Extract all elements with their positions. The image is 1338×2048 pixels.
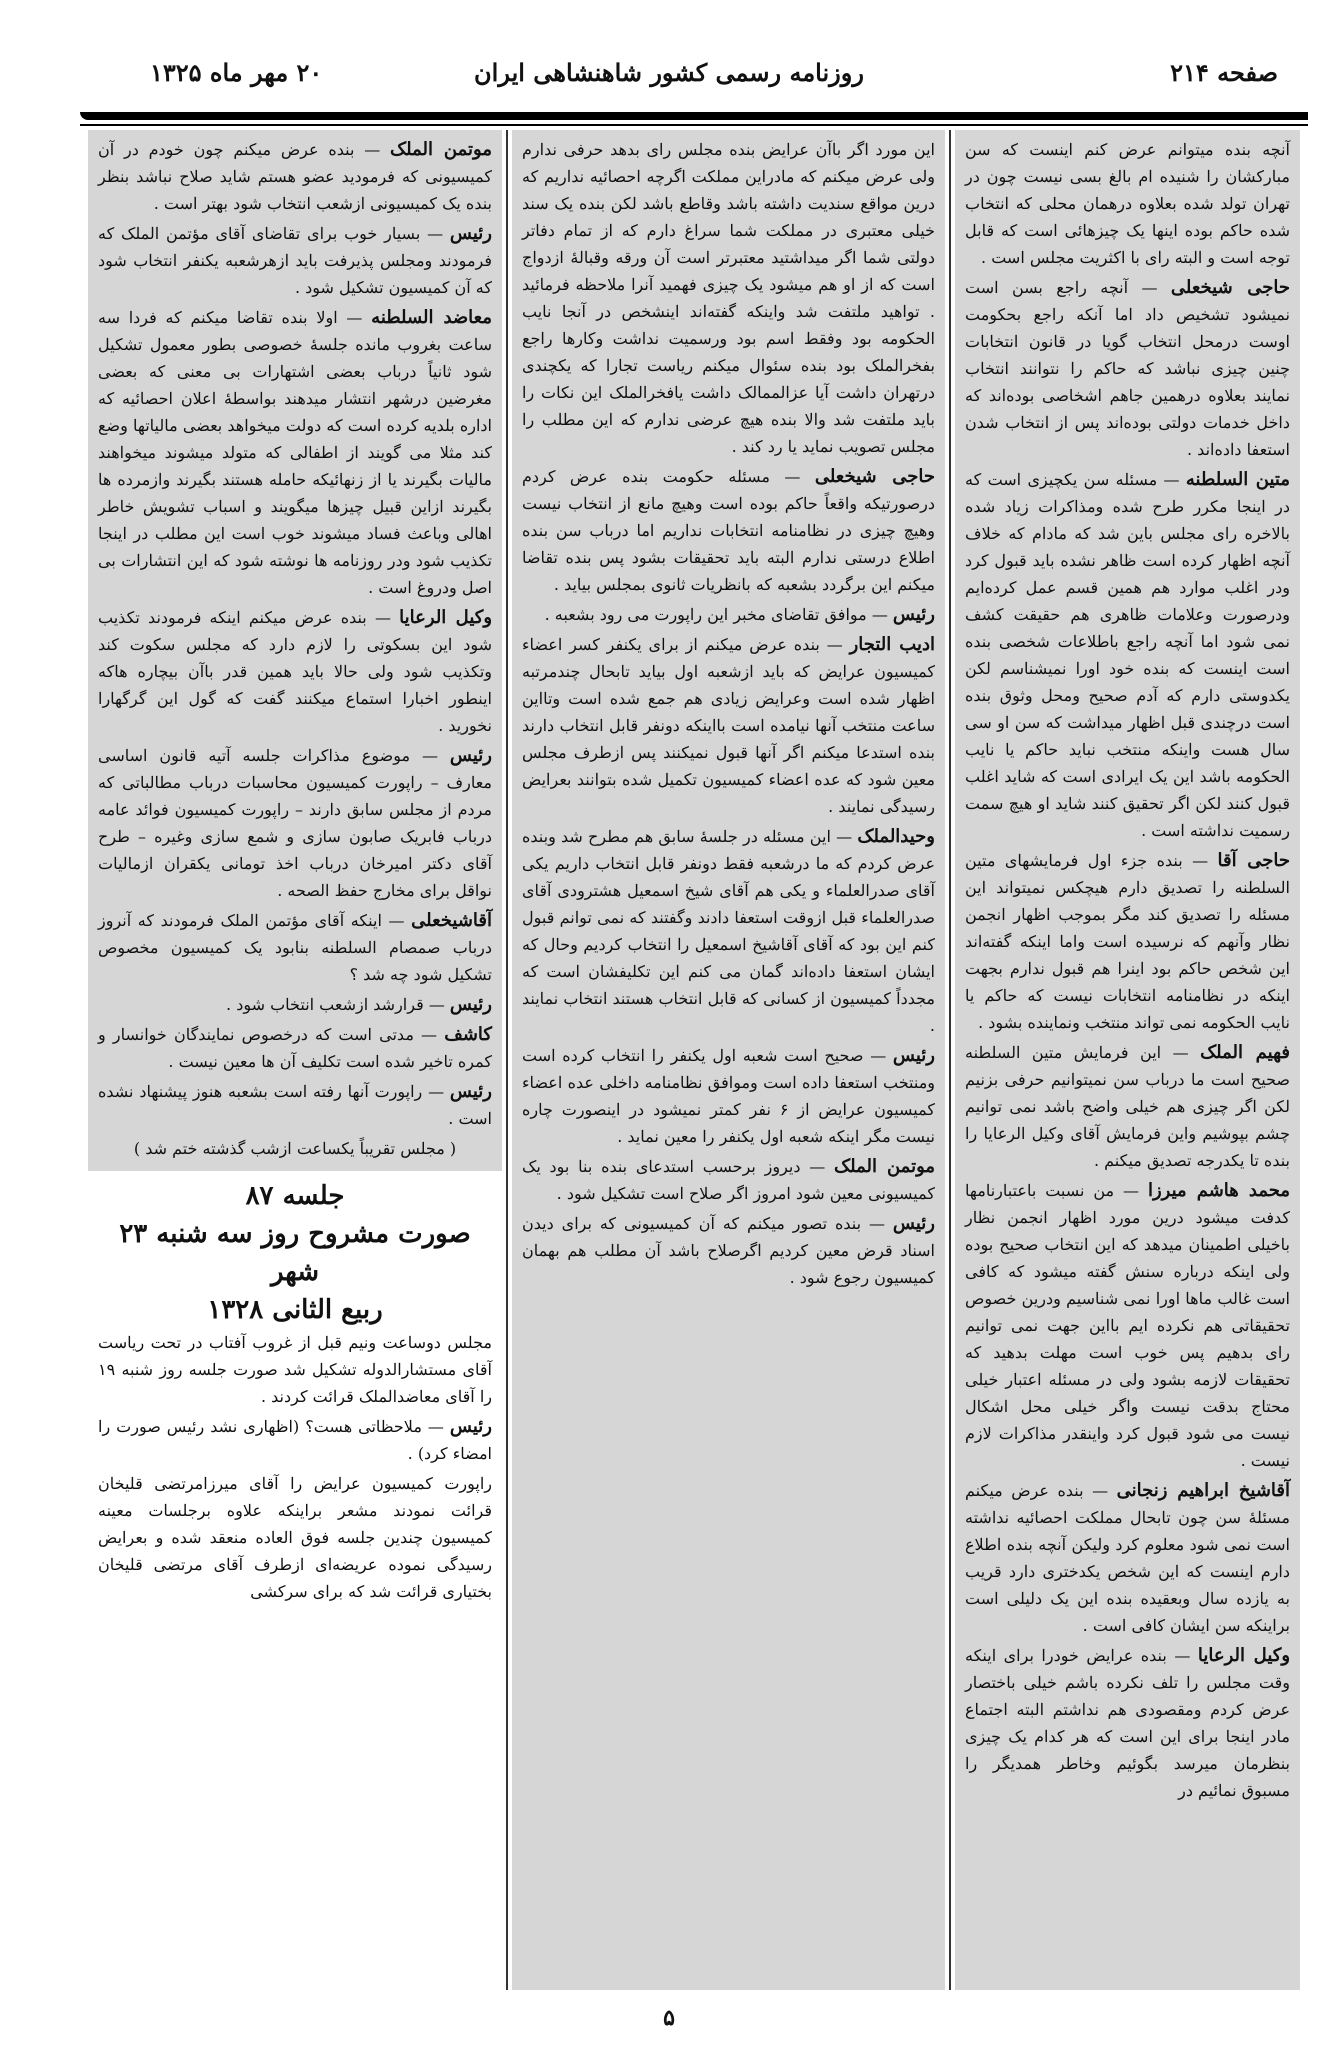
speech-paragraph bbox=[965, 1039, 1290, 1174]
column-middle bbox=[512, 130, 945, 1990]
page-number: ۵ bbox=[663, 2005, 675, 2031]
header-rule-thin bbox=[80, 124, 1308, 126]
dash-separator: — bbox=[866, 605, 893, 624]
session-number: جلسه ۸۷ bbox=[245, 1181, 345, 1211]
dash-separator: — bbox=[863, 1046, 893, 1065]
speech-paragraph bbox=[522, 823, 935, 1039]
speech-text: بنده عرض میکنم اینکه فرمودند تکذیب شود این بسکوتی را لازم دارد که مجلس سکوت کند وتکذیب شود ولی حالا باید همین قدر باآن بیچاره هاکه اینطور اخبارا استماع میکنند گفت که گول این گرگهارا نخورید . bbox=[98, 608, 492, 735]
speaker-name: آقاشیخ ابراهیم زنجانی bbox=[1116, 1480, 1291, 1501]
speaker-name: رئیس bbox=[892, 1045, 936, 1066]
speech-paragraph bbox=[965, 1477, 1290, 1639]
speech-paragraph bbox=[522, 1042, 935, 1150]
dash-separator: — bbox=[861, 1214, 893, 1233]
dash-separator: — bbox=[1182, 851, 1218, 870]
speaker-name: حاجی شیخعلی bbox=[814, 466, 936, 487]
dash-separator: — bbox=[1128, 278, 1171, 297]
speaker-name: رئیس bbox=[892, 604, 935, 625]
speech-text: مسئله حکومت بنده عرض کردم درصورتیکه واقعاً حاکم بوده است وهیچ مانع از انتخاب نیست وهیچ چیزی در نظامنامه انتخابات نداریم اما درباب سن بنده اطلاع درستی ندارم البته باید تحقیقات بشود پس بنده تقاضا میکنم این برگردد بشعبه که بانظریات ثانوی بمجلس بیاید . bbox=[522, 467, 935, 594]
session-date: ربیع الثانی ۱۳۲۸ bbox=[207, 1295, 383, 1325]
newspaper-title: روزنامه رسمی کشور شاهنشاهی ایران bbox=[474, 58, 864, 87]
closing-note: ( مجلس تقریباً یکساعت ازشب گذشته ختم شد ) bbox=[133, 1139, 457, 1158]
speech-paragraph bbox=[965, 466, 1290, 844]
speaker-name: رئیس bbox=[449, 745, 492, 766]
speech-paragraph bbox=[965, 274, 1290, 463]
speech-text: مجلس دوساعت ونیم قبل از غروب آفتاب در تحت ریاست آقای مستشارالدوله تشکیل شد صورت جلسه روز شنبه ۱۹ را آقای معاضدالملک قرائت کردند . bbox=[98, 1333, 492, 1406]
page-label: صفحه ۲۱۴ bbox=[1170, 58, 1278, 87]
speech-paragraph bbox=[98, 1021, 492, 1075]
speech-paragraph bbox=[98, 1329, 492, 1410]
speech-text: مدتی است که درخصوص نمایندگان خوانسار و کمره تاخیر شده است تکلیف آن ها معین نیست . bbox=[98, 1025, 492, 1071]
speaker-name: حاجی آقا bbox=[1217, 850, 1290, 871]
speech-text: موافق تقاضای مخبر این راپورت می رود بشعبه . bbox=[544, 605, 867, 624]
speech-paragraph bbox=[522, 1153, 935, 1207]
column-left-wrapper bbox=[88, 130, 502, 1608]
speaker-name: محمد هاشم میرزا bbox=[1147, 1180, 1290, 1201]
header-rule bbox=[80, 112, 1308, 120]
speech-paragraph bbox=[98, 907, 492, 988]
dash-separator: — bbox=[1157, 470, 1186, 489]
column-right bbox=[955, 130, 1300, 1990]
speaker-name: کاشف bbox=[444, 1024, 492, 1045]
speech-paragraph bbox=[98, 1413, 492, 1467]
dash-separator: — bbox=[410, 746, 450, 765]
session-body bbox=[98, 1329, 492, 1605]
speech-text: اولا بنده تقاضا میکنم که فردا سه ساعت بغروب مانده جلسهٔ خصوصی بطور معمول تشکیل شود ثانیاً درباب بعضی اشتهارات بی معنی که بعضی مغرضین درشهر انتشار میدهند بواسطهٔ اعلان احصائیه که اداره بلدیه کرده است که دولت میخواهد بعضی مالیاتها وضع کند مثلا می گویند از اطفالی که متولد میشوند میخواهند مالیات بگیرند یا از زنهائیکه حامله هستند بگیرند وازمرده ها بگیرند ازاین قبیل چیزها میگویند و اسباب تشویش خاطر اهالی وباعث فساد میشوند خوب است این مطلب در اینجا تکذیب شود ودر روزنامه ها نوشته شود که این انتشارات بی اصل ودروغ است . bbox=[98, 308, 492, 597]
speaker-name: وکیل الرعایا bbox=[399, 607, 493, 628]
dash-separator: — bbox=[423, 995, 450, 1014]
session-section bbox=[88, 1171, 502, 1605]
speech-text: این فرمایش متین السلطنه صحیح است ما درباب سن نمیتوانیم حرفی بزنیم لکن اگر چیزی هم خیلی واضح باشد نمی توانیم چشم بپوشیم واین فرمایش آقای وکیل الرعایا را بنده تا یکدرجه تصدیق میکنم . bbox=[965, 1043, 1290, 1170]
speech-text: موضوع مذاکرات جلسه آتیه قانون اساسی معارف – راپورت کمیسیون محاسبات درباب مطالباتی که مردم از مجلس سابق دارند – راپورت کمیسیون فوائد عامه درباب فابریک صابون سازی و شمع سازی وغیره – طرح آقای دکتر امیرخان درباب اخذ تومانی یکقران ازمالیات نواقل برای مخارج حفظ الصحه . bbox=[98, 746, 492, 900]
dash-separator: — bbox=[381, 911, 412, 930]
speech-paragraph bbox=[965, 1177, 1290, 1474]
speech-paragraph bbox=[522, 1210, 935, 1291]
dash-separator: — bbox=[830, 827, 858, 846]
speaker-name: موتمن الملک bbox=[390, 139, 492, 160]
speech-text: راپورت آنها رفته است بشعبه هنوز پیشنهاد نشده است . bbox=[98, 1082, 492, 1128]
speech-text: دیروز برحسب استدعای بنده بنا بود یک کمیسیونی معین شود امروز اگر صلاح است تشکیل شود . bbox=[522, 1157, 935, 1203]
speech-text: صحیح است شعبه اول یکنفر را انتخاب کرده است ومنتخب استعفا داده است وموافق نظامنامه داخلی عده اعضاء کمیسیون عرایض از ۶ نفر کمتر نمیشود در اینصورت چاره نیست مگر اینکه شعبه اول یکنفر را معین نماید . bbox=[522, 1046, 935, 1146]
speech-text: این مورد اگر باآن عرایض بنده مجلس رای بدهد حرفی ندارم ولی عرض میکنم که مادراین مملکت اگرچه احصائیه نداریم که درین مواقع سندیت داشته باشد وقاطع باشد لکن بنده یک سند خیلی معتبری در مملکت شما سراغ دارم که از تمام دفاتر دولتی شما اگر میداشتید معتبرتر است آن ورقه وقبالهٔ ازدواج است که از او هم میشود یک چیزی فهمید آنرا ملاحظه فرمائید . تواهید ملتفت شد واینکه گفته‌اند اینشخص در آنجا نایب الحکومه بود وفقط اسم بود ورسمیت نداشت وکارها راجع بفخرالملک بود بنده سئوال میکنم ریاست تجارا که یکچندی درتهران داشت آیا عزالممالک داشت یافخرالملک این نکات را باید ملتفت شد والا بنده هیچ عرضی ندارم که این مطلب را مجلس تصویب نماید یا رد کند . bbox=[522, 140, 935, 456]
speech-text: قرارشد ازشعب انتخاب شود . bbox=[226, 995, 424, 1014]
speech-paragraph bbox=[98, 220, 492, 301]
speaker-name: آقاشیخعلی bbox=[411, 910, 493, 931]
dash-separator: — bbox=[1166, 1646, 1198, 1665]
dash-separator: — bbox=[819, 635, 850, 654]
column-divider bbox=[949, 130, 951, 1990]
dash-separator: — bbox=[1083, 1481, 1117, 1500]
speaker-name: موتمن الملک bbox=[834, 1156, 936, 1177]
speech-text: بسیار خوب برای تقاضای آقای مؤتمن الملک که فرمودند ومجلس پذیرفت باید ازهرشعبه یکنفر انتخاب شود که آن کمیسیون تشکیل شود . bbox=[98, 224, 492, 297]
dash-separator: — bbox=[337, 308, 372, 327]
speech-paragraph bbox=[965, 847, 1290, 1036]
speaker-name: حاجی شیخعلی bbox=[1170, 277, 1290, 298]
speaker-name: فهیم الملک bbox=[1200, 1042, 1290, 1063]
speech-text: راپورت کمیسیون عرایض را آقای میرزامرتضی قلیخان قرائت نمودند مشعر براینکه علاوه برجلسات معینه کمیسیون چندین جلسه فوق العاده منعقد شده و بعرایض رسیدگی نموده عریضه‌ای ازطرف آقای مرتضی قلیخان بختیاری قرائت شد که برای سرکشی bbox=[98, 1474, 492, 1601]
speaker-name: رئیس bbox=[449, 1081, 492, 1102]
speaker-name: ادیب التجار bbox=[849, 634, 936, 655]
speech-paragraph bbox=[965, 1642, 1290, 1804]
speech-text: اینکه آقای مؤتمن الملک فرمودند که آنروز درباب صمصام السلطنه بنابود یک کمیسیون مخصوص تشکیل شود چه شد ؟ bbox=[98, 911, 492, 984]
dash-separator: — bbox=[1114, 1181, 1148, 1200]
dash-separator: — bbox=[413, 1025, 445, 1044]
dash-separator: — bbox=[421, 1417, 450, 1436]
speech-text: من نسبت باعتبارنامها کدفت میشود درین مورد اظهار انجمن نظار باخیلی اطمینان میدهد که این انتخاب صحیح بوده ولی اینکه درباره سنش گفته میشود که کافی است غالب ماها اورا نمی شناسیم ودرین خصوص تحقیقاتی هم نکرده ایم بااین جهت نمی توانیم رای بدهیم پس خوب است مهلت بدهید که تحقیقات لازمه بشود ولی در مسئله اعتبار خیلی محتاج بدقت نیست واگر خیلی محل اشکال نیست می شود قبول کرد واینقدر مذاکرات لازم نیست . bbox=[965, 1181, 1290, 1470]
speech-text: بنده عرض میکنم مسئلهٔ سن چون تابحال مملکت احصائیه نداشته است نمی شود معلوم کرد ولیکن آنچه بنده اطلاع دارم اینست که این شخص یکدختری دارد قریب به یازده سال وبعقیده بنده این یک دلیلی است براینکه سن ایشان کافی است . bbox=[965, 1481, 1290, 1635]
speech-text: بنده تصور میکنم که آن کمیسیونی که برای دیدن اسناد قرض معین کردیم اگرصلاح باشد آن مطلب هم بهمان کمیسیون رجوع شود . bbox=[522, 1214, 935, 1287]
speaker-name: وکیل الرعایا bbox=[1197, 1645, 1291, 1666]
speech-text: آنچه راجع بسن است نمیشود تشخیص داد اما آنکه راجع بحکومت اوست درمحل انتخاب گویا در قانون انتخابات چنین چیزی نباشد که حاکم را نتوانند انتخاب نمایند بعلاوه درهمین جاهم اشخاصی بوده‌اند که داخل خدمات دولتی بوده‌اند پس از انتخاب شدن استعفا داده‌اند . bbox=[965, 278, 1290, 459]
speech-text: آنچه بنده میتوانم عرض کنم اینست که سن مبارکشان را شنیده ام بالغ بسی نیست چون در تهران تولد شده بعلاوه درهمان محلی که انتخاب شده حاکم بوده اینها یک چیزهائی است که قابل توجه است و البته رای با اکثریت مجلس است . bbox=[965, 140, 1290, 267]
speech-paragraph bbox=[522, 463, 935, 598]
speech-paragraph bbox=[522, 136, 935, 460]
speech-paragraph bbox=[522, 601, 935, 628]
speaker-name: وحیدالملک bbox=[857, 826, 936, 847]
dash-separator: — bbox=[1161, 1043, 1201, 1062]
dash-separator: — bbox=[800, 1157, 835, 1176]
speaker-name: رئیس bbox=[449, 223, 493, 244]
speech-paragraph bbox=[98, 304, 492, 601]
column-divider bbox=[506, 130, 508, 1990]
speech-paragraph bbox=[98, 1470, 492, 1605]
speech-text: ملاحظاتی هست؟ (اظهاری نشد رئیس صورت را امضاء کرد) . bbox=[98, 1417, 492, 1463]
dash-separator: — bbox=[420, 224, 450, 243]
speech-paragraph bbox=[522, 631, 935, 820]
speech-text: مسئله سن یکچیزی است که در اینجا مکرر طرح شده ومذاکرات زیاد شده بالاخره رای مجلس باین شد که مادام که خلاف آنچه اظهار کرده است ظاهر نشده باید قبول کرد ودر اغلب موارد هم همین قسم عمل کرده‌ایم ودرصورت وعلامات ظاهری هم حقیقت کشف نمی شود اما آنچه راجع باطلاعات شخصی بنده است اینست که بنده خود اورا نمیشناسم لکن یکدوستی دارم که آدم صحیح ومحل وثوق بنده است درچندی قبل اظهار میداشت که سن او سی سال هست واینکه منتخب نباید حاکم یا نایب الحکومه باشد این یک ایرادی است که شاید اغلب قبول کنند لکن اگر تحقیق کنند شاید او هیچ سمت رسمیت نداشته است . bbox=[965, 470, 1290, 840]
speech-text: بنده عرض میکنم از برای یکنفر کسر اعضاء کمیسیون عرایض که باید ازشعبه اول بیاید تابحال چندمرتبه اظهار شده است وعرایض زیادی هم جمع شده است وتااین ساعت منتخب آنها نیامده است بااینکه دونفر قابل انتخاب دارند بنده استدعا میکنم اگر آنها قبول نمیکنند پس ازطرف مجلس معین شود که عده اعضاء کمیسیون تکمیل شده بتوانند بعرایض رسیدگی نمایند . bbox=[522, 635, 935, 816]
speaker-name: رئیس bbox=[892, 1213, 936, 1234]
dash-separator: — bbox=[366, 608, 400, 627]
speech-paragraph bbox=[98, 1078, 492, 1132]
speech-text: بنده عرض میکنم چون خودم در آن کمیسیونی که فرمودید عضو هستم شاید صلاح نباشد بنظر بنده یک کمیسیونی ازشعب انتخاب شود بهتر است . bbox=[98, 140, 492, 213]
speaker-name: معاضد السلطنه bbox=[371, 307, 492, 328]
speech-paragraph bbox=[98, 136, 492, 217]
dash-separator: — bbox=[769, 467, 815, 486]
speaker-name: متین السلطنه bbox=[1185, 469, 1290, 490]
speech-paragraph bbox=[98, 604, 492, 739]
speech-paragraph bbox=[98, 991, 492, 1018]
speaker-name: رئیس bbox=[449, 1416, 492, 1437]
speech-text: این مسئله در جلسهٔ سابق هم مطرح شد وبنده عرض کردم که ما درشعبه فقط دونفر قابل انتخاب داریم یکی آقای صدرالعلماء و یکی هم آقای شیخ اسمعیل هشترودی آقای صدرالعلماء قبل ازوقت استعفا دادند وگفتند که نمی توانم قبول کنم این بود که آقای آقاشیخ اسمعیل را انتخاب کردیم وحال که ایشان استعفا داده‌اند گمان می کنم این تکلیفشان است که مجدداً کمیسیون از کسانی که قابل انتخاب هستند انتخاب نمایند . bbox=[522, 827, 935, 1035]
speaker-name: رئیس bbox=[449, 994, 492, 1015]
dash-separator: — bbox=[422, 1082, 450, 1101]
speech-paragraph bbox=[98, 742, 492, 904]
dash-separator: — bbox=[354, 140, 390, 159]
issue-date: ۲۰ مهر ماه ۱۳۲۵ bbox=[150, 58, 323, 87]
column-left bbox=[88, 130, 502, 1171]
session-title: صورت مشروح روز سه شنبه ۲۳ شهر bbox=[119, 1219, 471, 1287]
speech-text: بنده جزء اول فرمایشهای متین السلطنه را تصدیق دارم هیچکس نمیتواند این مسئله را تصدیق کند مگر بموجب اظهار انجمن نظار وآنهم که نرسیده است واما اینکه گفته‌اند این شخص حاکم بود اینرا هم قبول ندارم بجهت اینکه در نظامنامه انتخابات نیست که حاکم یا نایب الحکومه نمی تواند منتخب ونماینده بشود . bbox=[965, 851, 1290, 1032]
speech-paragraph bbox=[965, 136, 1290, 271]
speech-text: بنده عرایض خودرا برای اینکه وقت مجلس را تلف نکرده باشم خیلی باختصار عرض کردم ومقصودی هم نداشتم البته اجتماع مادر اینجا برای این است که هر کدام یک چیزی بنظرمان میرسد بگوئیم وخاطر همدیگر را مسبوق نمائیم در bbox=[965, 1646, 1290, 1800]
